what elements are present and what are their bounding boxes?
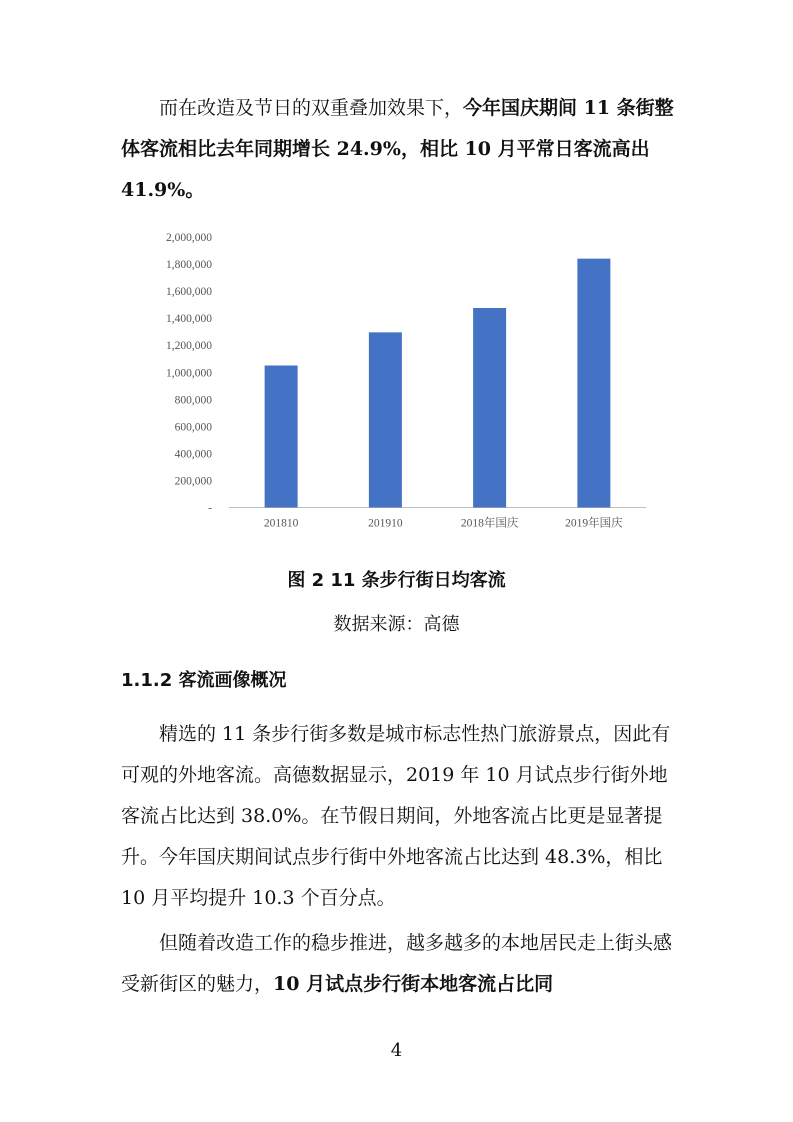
figure-caption: 图 2 11 条步行街日均客流 xyxy=(287,570,506,591)
y-tick-label: 600,000 xyxy=(174,421,212,434)
x-tick-label: 201810 xyxy=(263,517,299,530)
local-bold-text: 10 月试点步行街本地客流占比同 xyxy=(273,973,554,995)
y-tick-label: 800,000 xyxy=(174,394,212,407)
y-tick-label: 1,600,000 xyxy=(166,286,212,299)
y-axis xyxy=(166,232,212,515)
x-tick-label: 2019年国庆 xyxy=(565,517,623,530)
y-tick-label: 1,800,000 xyxy=(166,259,212,272)
bar xyxy=(369,332,402,507)
x-tick-label: 201910 xyxy=(368,517,403,530)
x-tick-label: 2018年国庆 xyxy=(460,517,519,530)
intro-bold-text: 今年国庆期间 11 条街整体客流相比去年同期增长 24.9%，相比 10 月平常日客流高出 41.9%。 xyxy=(121,97,674,201)
bar-chart xyxy=(121,218,681,548)
bar xyxy=(265,365,298,507)
figure-source: 数据来源：高德 xyxy=(333,614,460,635)
paragraph-local xyxy=(121,923,681,1005)
page-number: 4 xyxy=(390,1040,403,1061)
y-tick-label: 1,400,000 xyxy=(166,313,212,326)
y-tick-label: - xyxy=(208,502,212,515)
bar-series xyxy=(265,259,611,508)
paragraph-visitors: 精选的 11 条步行街多数是城市标志性热门旅游景点，因此有可观的外地客流。高德数据显示，2019 年 10 月试点步行街外地客流占比达到 38.0%。在节假日期间，外地客流占比更是显著提升。今年国庆期间试点步行街中外地客流占比达到 48.3%，相比 10 月平均提升 10.3 个百分点。 xyxy=(121,723,671,909)
bar xyxy=(473,308,506,507)
y-tick-label: 200,000 xyxy=(174,475,212,488)
x-axis xyxy=(264,516,623,530)
y-tick-label: 1,000,000 xyxy=(166,367,212,380)
intro-normal-text: 而在改造及节日的双重叠加效果下， xyxy=(159,97,464,119)
y-tick-label: 400,000 xyxy=(174,448,212,461)
bar xyxy=(577,259,610,508)
y-tick-label: 1,200,000 xyxy=(166,340,212,353)
y-tick-label: 2,000,000 xyxy=(166,232,212,244)
local-normal-text: 但随着改造工作的稳步推进，越多越多的本地居民走上街头感受新街区的魅力， xyxy=(121,932,673,995)
paragraph-intro xyxy=(121,88,681,211)
section-heading: 1.1.2 客流画像概况 xyxy=(121,670,287,691)
